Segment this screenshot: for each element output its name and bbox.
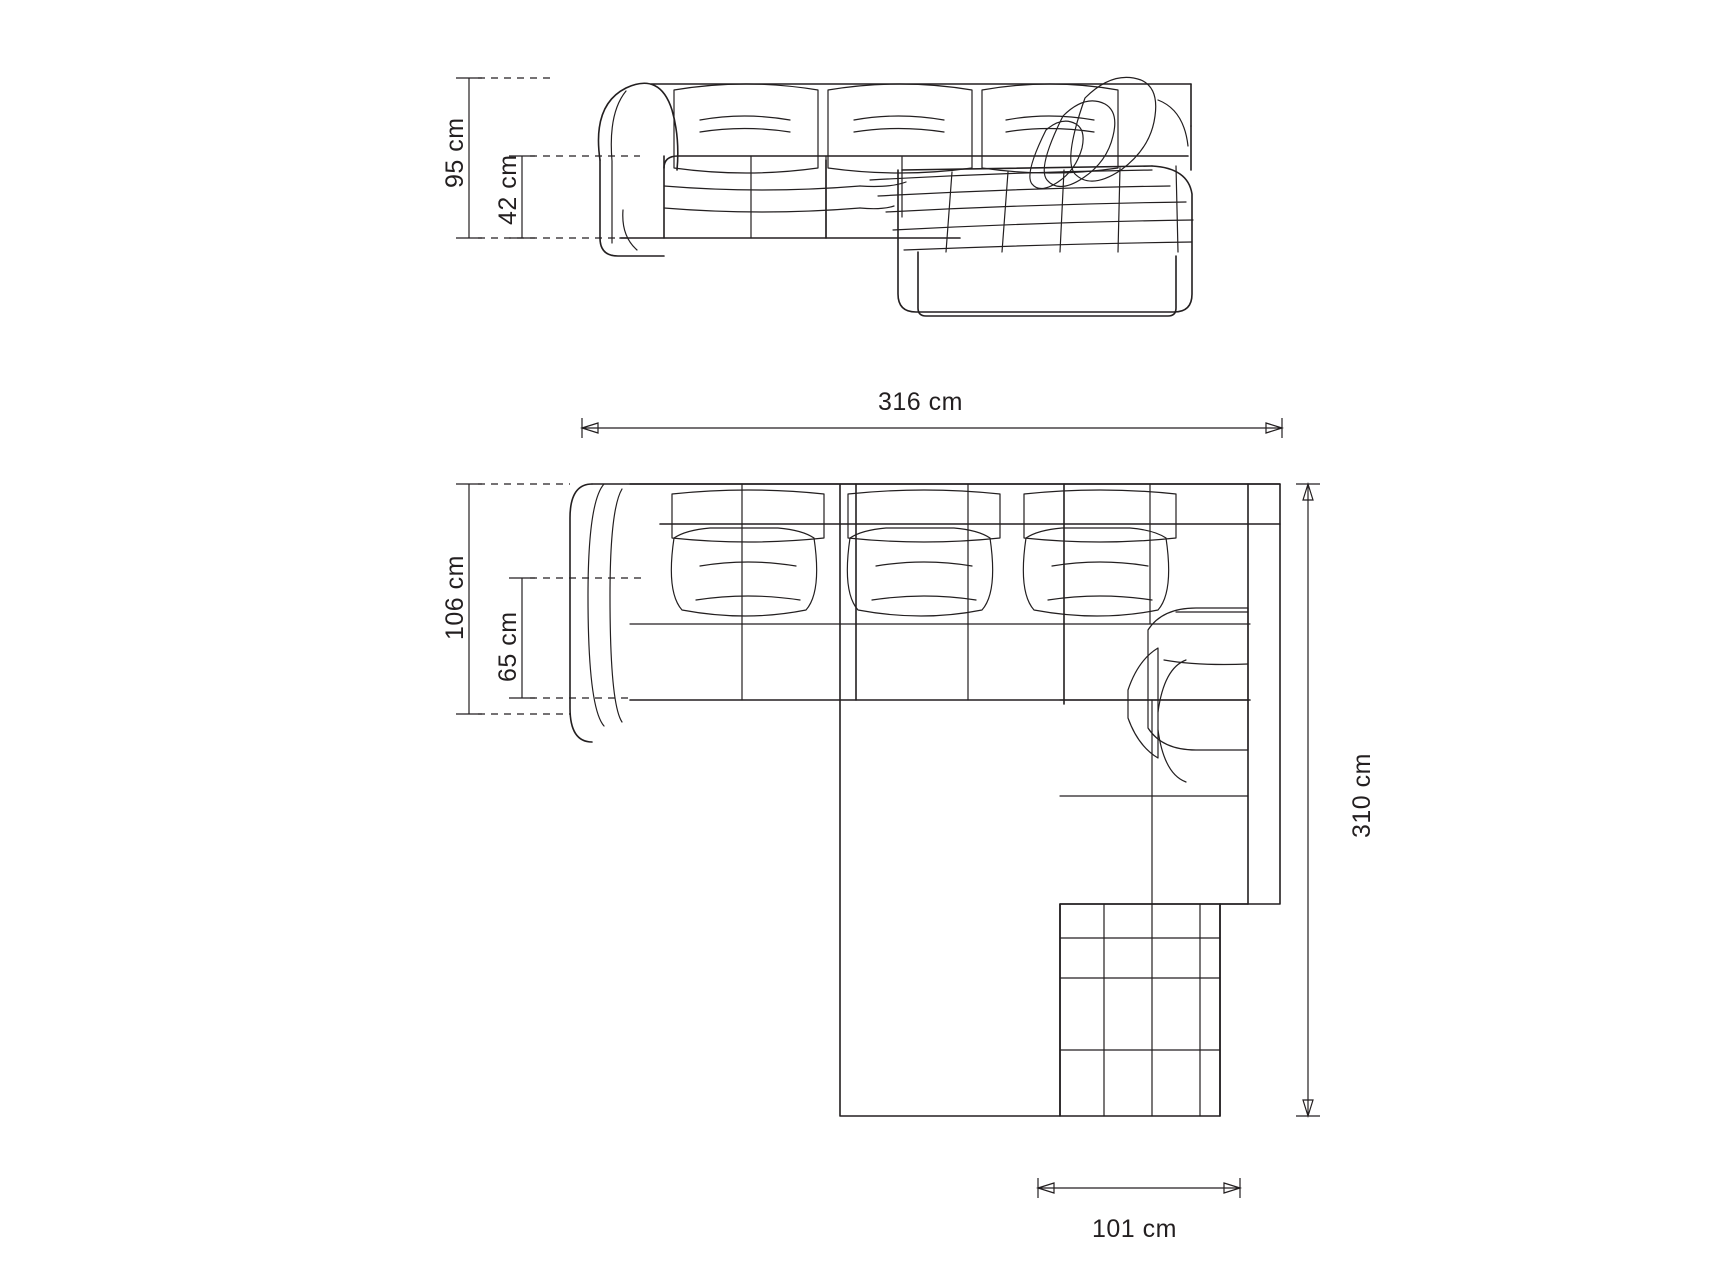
dimension-label-depth-total: 106 cm [441,555,469,640]
width-dimension-group [582,418,1282,438]
dimension-label-chaise-width: 101 cm [1092,1215,1177,1243]
plan-dimension-lines [456,484,1320,1198]
front-elevation-view [456,77,1193,316]
dimension-label-length-total: 310 cm [1348,753,1376,838]
dimension-label-seat-height: 42 cm [494,154,522,225]
dimension-label-height-total: 95 cm [441,117,469,188]
dimension-label-seat-depth: 65 cm [494,611,522,682]
dimension-label-width-total: 316 cm [878,388,963,416]
top-plan-view [570,484,1280,1116]
